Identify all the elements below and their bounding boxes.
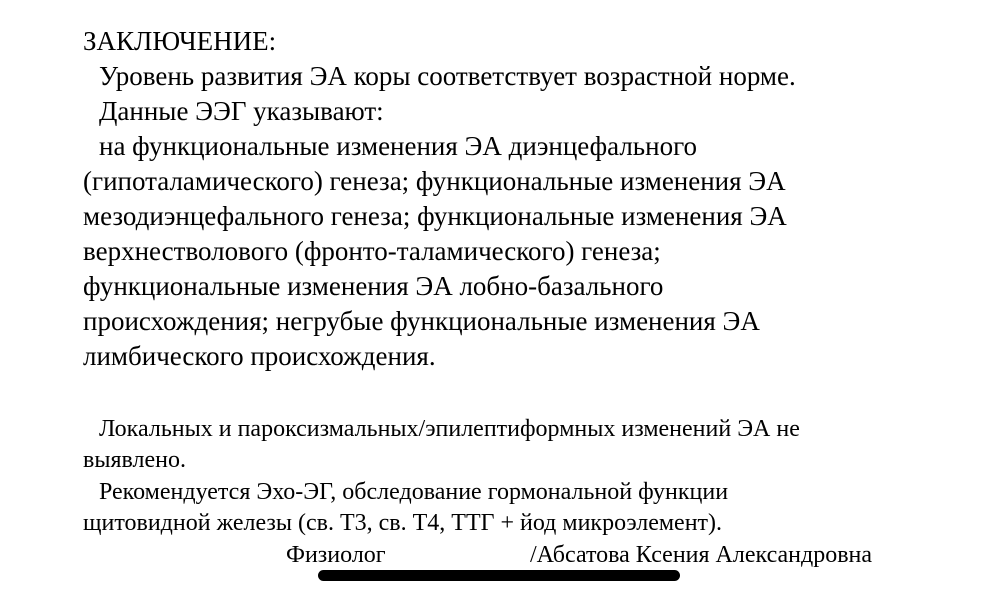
signature-role: Физиолог <box>286 542 386 568</box>
notes-line: выявлено. <box>83 447 186 473</box>
home-indicator[interactable] <box>318 570 680 581</box>
conclusion-line: верхнестволового (фронто-таламического) генеза; <box>83 236 661 266</box>
conclusion-line: мезодиэнцефального генеза; функциональные изменения ЭА <box>83 201 787 231</box>
report-heading: ЗАКЛЮЧЕНИЕ: <box>83 26 277 56</box>
conclusion-line: (гипоталамического) генеза; функциональные изменения ЭА <box>83 166 786 196</box>
conclusion-line: происхождения; негрубые функциональные изменения ЭА <box>83 306 760 336</box>
conclusion-line: функциональные изменения ЭА лобно-базального <box>83 271 664 301</box>
notes-line: Локальных и пароксизмальных/эпилептиформных изменений ЭА не <box>99 416 800 442</box>
conclusion-line: Уровень развития ЭА коры соответствует возрастной норме. <box>99 61 796 91</box>
conclusion-line: на функциональные изменения ЭА диэнцефального <box>99 131 697 161</box>
conclusion-line: Данные ЭЭГ указывают: <box>99 96 384 126</box>
notes-line: щитовидной железы (св. Т3, св. Т4, ТТГ + йод микроэлемент). <box>83 510 723 536</box>
conclusion-line: лимбического происхождения. <box>83 341 436 371</box>
notes-line: Рекомендуется Эхо-ЭГ, обследование гормональной функции <box>99 479 729 505</box>
signature-name: /Абсатова Ксения Александровна <box>530 542 873 568</box>
